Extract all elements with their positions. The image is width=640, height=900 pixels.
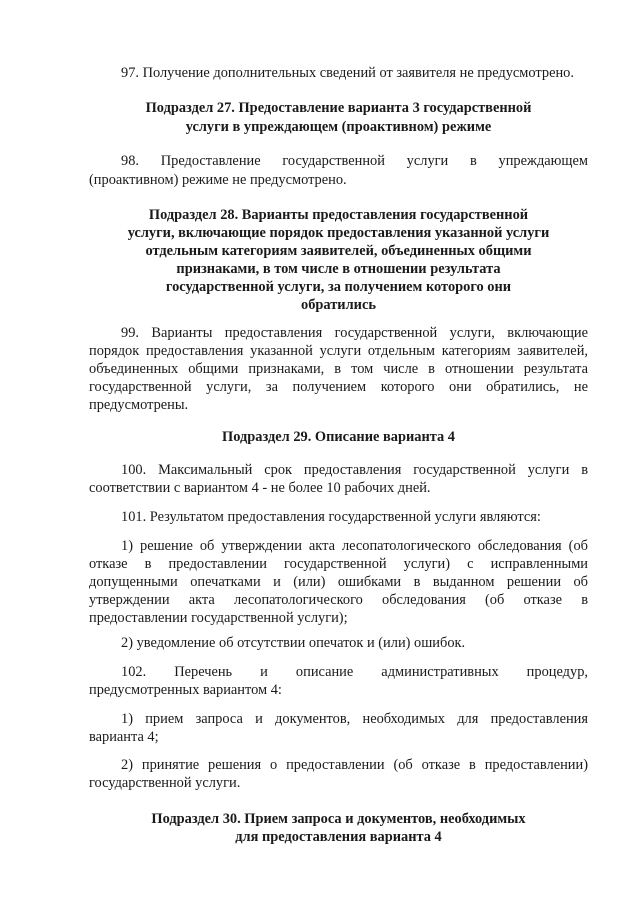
- paragraph-102-item-1-line-1: 1) прием запроса и документов, необходимых для предоставления: [121, 711, 588, 727]
- paragraph-101-item-2-line-1: 2) уведомление об отсутствии опечаток и (или) ошибок.: [121, 635, 466, 651]
- paragraph-101-item-1-line-4: утверждении акта лесопатологического обследования (об отказе в: [89, 592, 588, 608]
- heading-subsection-27-line-1: Подраздел 27. Предоставление варианта 3 государственной: [145, 100, 532, 116]
- paragraph-102-item-2-line-2: государственной услуги.: [89, 775, 241, 791]
- paragraph-101-item-1-line-5: предоставлении государственной услуги);: [89, 610, 348, 626]
- paragraph-97-line-1: 97. Получение дополнительных сведений от заявителя не предусмотрено.: [121, 65, 574, 81]
- paragraph-98-line-2: (проактивном) режиме не предусмотрено.: [89, 172, 347, 188]
- heading-subsection-30-line-2: для предоставления варианта 4: [235, 829, 442, 845]
- paragraph-99-line-3: объединенных общими признаками, в том числе в отношении результата: [89, 361, 588, 377]
- paragraph-100-line-2: соответствии с вариантом 4 - не более 10 рабочих дней.: [89, 480, 431, 496]
- paragraph-102-line-1: 102. Перечень и описание административных процедур,: [121, 664, 588, 680]
- heading-subsection-28-line-1: Подраздел 28. Варианты предоставления государственной: [148, 207, 529, 223]
- paragraph-102-item-2-line-1: 2) принятие решения о предоставлении (об отказе в предоставлении): [121, 757, 588, 773]
- paragraph-99-line-4: государственной услуги, за получением которого они обратились, не: [89, 379, 588, 395]
- heading-subsection-27-line-2: услуги в упреждающем (проактивном) режиме: [185, 119, 492, 135]
- paragraph-99-line-1: 99. Варианты предоставления государственной услуги, включающие: [121, 325, 588, 341]
- heading-subsection-28-line-5: государственной услуги, за получением которого они: [165, 279, 512, 295]
- paragraph-99-line-5: предусмотрены.: [89, 397, 189, 413]
- heading-subsection-28-line-2: услуги, включающие порядок предоставления указанной услуги: [127, 225, 550, 241]
- heading-subsection-29-line-1: Подраздел 29. Описание варианта 4: [222, 429, 455, 445]
- paragraph-101-item-1-line-3: допущенными опечатками и (или) ошибками в выданном решении об: [89, 574, 588, 590]
- paragraph-98-line-1: 98. Предоставление государственной услуги в упреждающем: [121, 153, 588, 169]
- heading-subsection-28-line-4: признаками, в том числе в отношении результата: [176, 261, 501, 277]
- heading-subsection-30-line-1: Подраздел 30. Прием запроса и документов, необходимых: [151, 811, 526, 827]
- paragraph-102-item-1-line-2: варианта 4;: [89, 729, 159, 745]
- paragraph-101-item-1-line-2: отказе в предоставлении государственной услуги) с исправленными: [89, 556, 588, 572]
- paragraph-100-line-1: 100. Максимальный срок предоставления государственной услуги в: [121, 462, 588, 478]
- paragraph-102-line-2: предусмотренных вариантом 4:: [89, 682, 282, 698]
- paragraph-101-item-1-line-1: 1) решение об утверждении акта лесопатологического обследования (об: [121, 538, 588, 554]
- heading-subsection-28-line-6: обратились: [301, 297, 376, 313]
- paragraph-101-line-1: 101. Результатом предоставления государственной услуги являются:: [121, 509, 541, 525]
- heading-subsection-28-line-3: отдельным категориям заявителей, объединенных общими: [145, 243, 532, 259]
- paragraph-99-line-2: порядок предоставления указанной услуги отдельным категориям заявителей,: [89, 343, 588, 359]
